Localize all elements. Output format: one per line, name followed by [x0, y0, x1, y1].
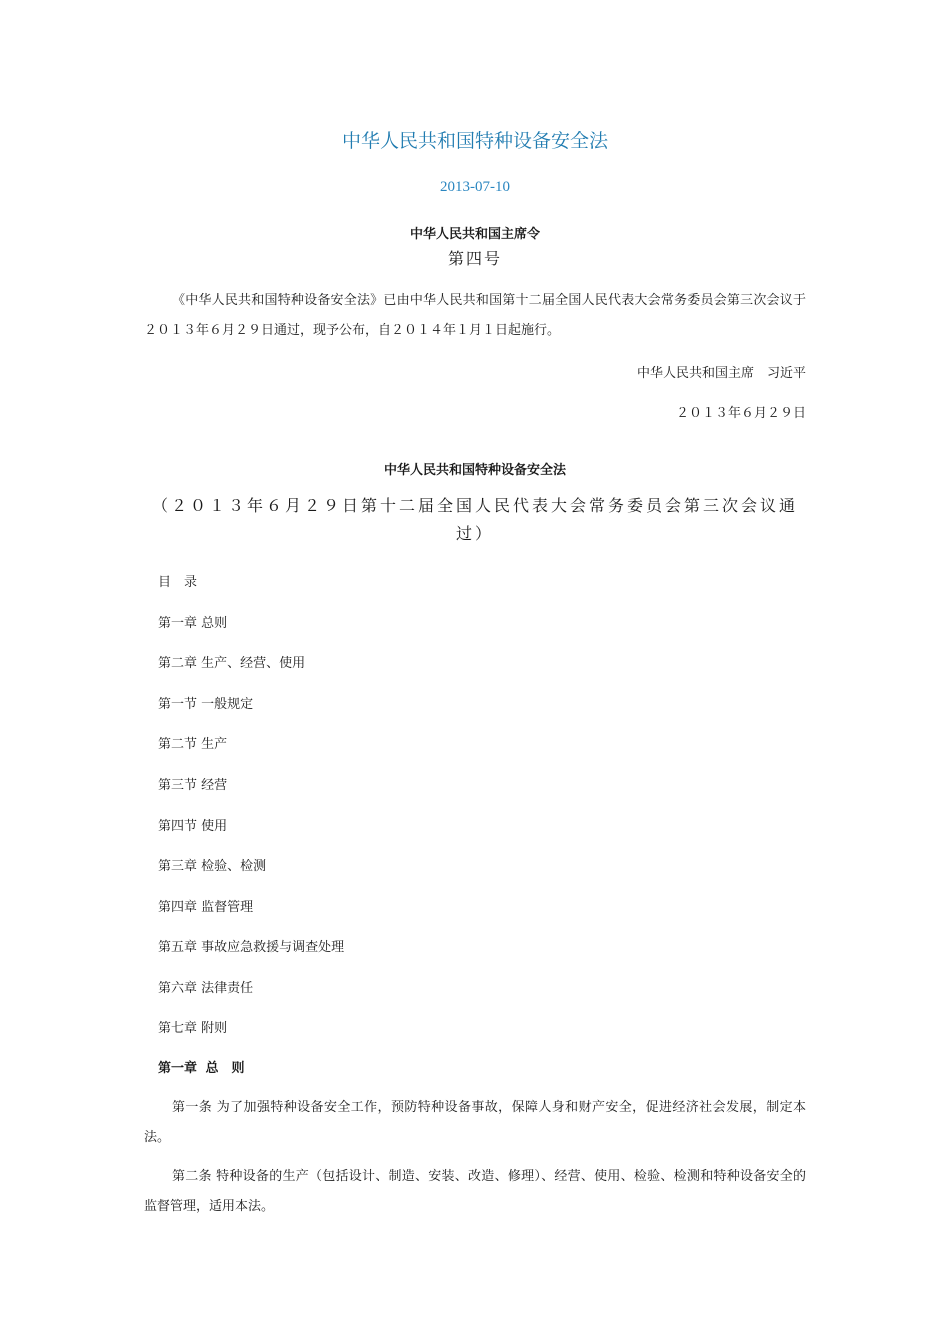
order-heading: 中华人民共和国主席令: [409, 227, 540, 242]
toc-item: 第一节 一般规定: [158, 697, 254, 712]
toc-item: 第四节 使用: [158, 819, 228, 834]
chapter-one-title: 第一章 总 则: [158, 1061, 245, 1076]
signatory: 中华人民共和国主席 习近平: [636, 366, 806, 381]
toc-item: 第四章 监督管理: [158, 900, 254, 915]
publish-date: 2013-07-10: [440, 179, 510, 195]
order-number: 第四号: [447, 249, 502, 268]
law-heading: 中华人民共和国特种设备安全法: [383, 463, 566, 478]
sign-date: ２０１３年６月２９日: [675, 406, 806, 421]
toc-title: 目 录: [158, 575, 198, 590]
law-subtitle: （２０１３年６月２９日第十二届全国人民代表大会常务委员会第三次会议通过）: [151, 496, 798, 543]
toc-item: 第二节 生产: [158, 737, 228, 752]
toc-item: 第六章 法律责任: [158, 981, 254, 996]
article-1: 第一条 为了加强特种设备安全工作，预防特种设备事故，保障人身和财产安全，促进经济社会发展，制定本法。: [144, 1100, 806, 1145]
article-2: 第二条 特种设备的生产（包括设计、制造、安装、改造、修理）、经营、使用、检验、检测和特种设备安全的监督管理，适用本法。: [144, 1169, 806, 1214]
announcement-paragraph: 《中华人民共和国特种设备安全法》已由中华人民共和国第十二届全国人民代表大会常务委员会第三次会议于２０１３年６月２９日通过，现予公布，自２０１４年１月１日起施行。: [144, 293, 806, 338]
toc-item: 第二章 生产、经营、使用: [158, 656, 306, 671]
document-title: 中华人民共和国特种设备安全法: [341, 130, 608, 152]
toc-item: 第三节 经营: [158, 778, 228, 793]
toc-item: 第五章 事故应急救援与调查处理: [158, 940, 345, 955]
toc-item: 第七章 附则: [158, 1021, 228, 1036]
toc-item: 第一章 总则: [158, 616, 228, 631]
toc-item: 第三章 检验、检测: [158, 859, 267, 874]
